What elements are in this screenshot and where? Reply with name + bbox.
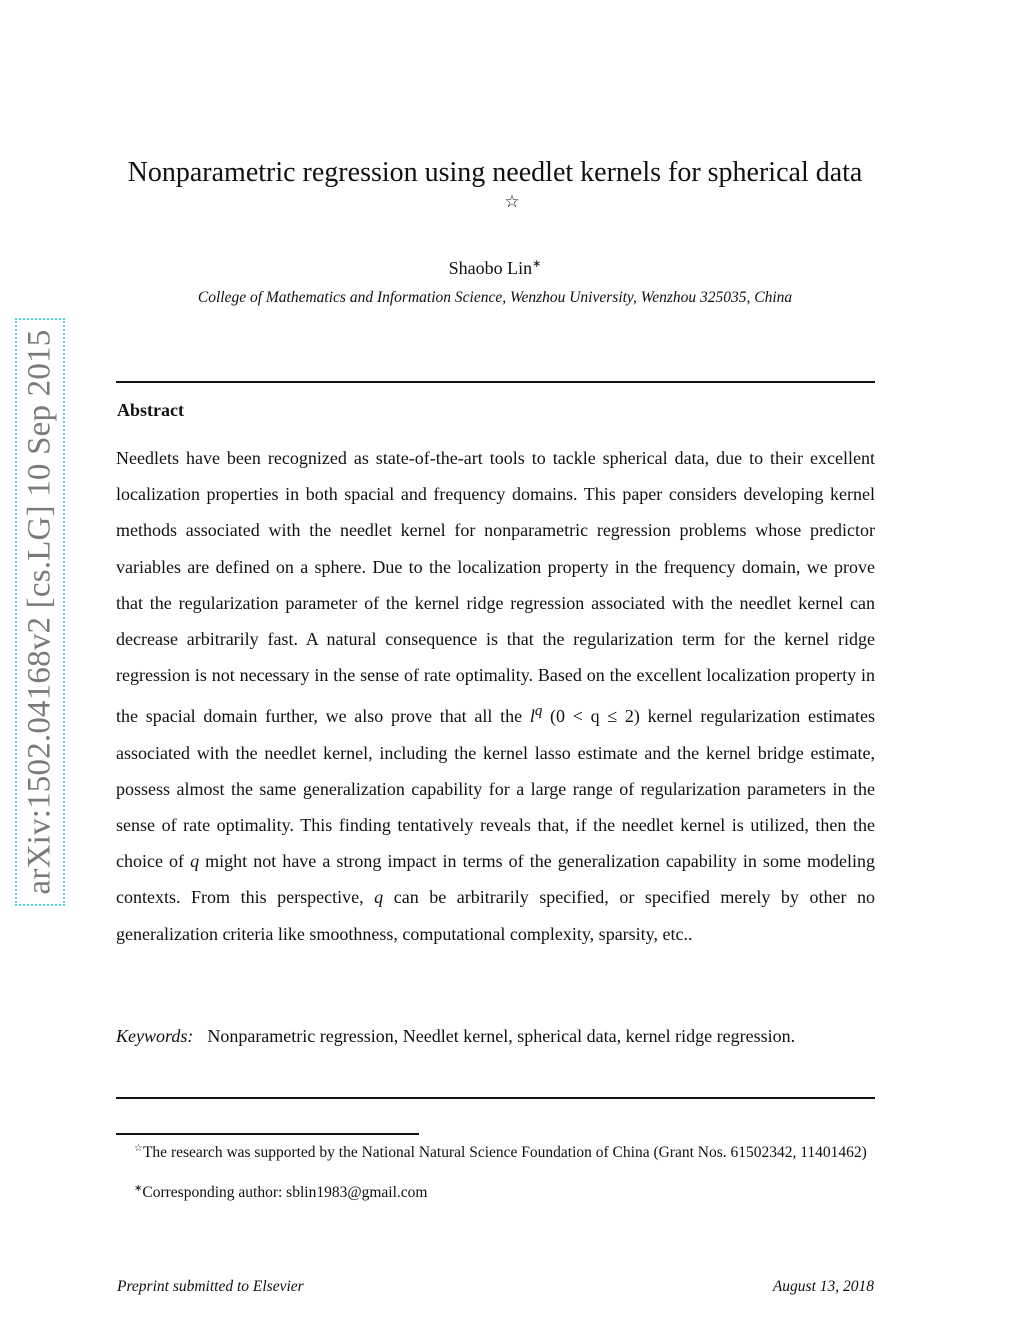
abstract-part-4: can be arbitrarily specified, or specified merely by other no generalization criteria like smoothness, computational complexity, sparsity, etc.. xyxy=(116,887,875,944)
footnote-rule xyxy=(116,1133,419,1135)
bottom-divider xyxy=(116,1097,875,1099)
abstract-part-2: kernel regularization estimates associated with the needlet kernel, including the kernel lasso estimate and the kernel bridge estimate, possess almost the same generalization capability for a large range of regularization parameters in the sense of rate optimality. This finding tentatively reveals that, if the needlet kernel is utilized, then the choice of xyxy=(116,706,875,872)
keywords xyxy=(116,1018,875,1054)
top-divider xyxy=(116,381,875,383)
abstract-body xyxy=(116,440,875,952)
affiliation: College of Mathematics and Information Science, Wenzhou University, Wenzhou 325035, China xyxy=(197,289,793,306)
author-name: Shaobo Lin xyxy=(448,258,533,278)
math-l: l xyxy=(529,706,535,727)
footnote-funding-text: The research was supported by the National Natural Science Foundation of China (Grant Nos. 61502342, 11401462) xyxy=(142,1144,867,1162)
footnote-asterisk: ∗ xyxy=(134,1183,143,1194)
math-q: q xyxy=(190,851,200,872)
abstract-heading: Abstract xyxy=(117,400,184,420)
footnote-star-icon: ☆ xyxy=(134,1143,143,1154)
paper-title: Nonparametric regression using needlet kernels for spherical data xyxy=(127,157,863,188)
footer-date: August 13, 2018 xyxy=(772,1278,874,1295)
abstract-part-3: might not have a strong impact in terms of the generalization capability in some modeling contexts. From this perspective, xyxy=(116,851,875,908)
author-line xyxy=(0,257,990,279)
footnote-corresponding-text: Corresponding author: sblin1983@gmail.com xyxy=(142,1184,428,1202)
keywords-text: Nonparametric regression, Needlet kernel, spherical data, kernel ridge regression. xyxy=(207,1026,796,1046)
footnote-corresponding xyxy=(116,1179,875,1203)
footnote-funding xyxy=(116,1139,875,1163)
math-q: q xyxy=(374,887,384,908)
arxiv-identifier: arXiv:1502.04168v2 [cs.LG] 10 Sep 2015 xyxy=(21,329,58,895)
title-star-icon: ☆ xyxy=(504,192,520,212)
math-q-range: (0 < q ≤ 2) xyxy=(542,706,648,727)
footer-preprint: Preprint submitted to Elsevier xyxy=(117,1278,304,1295)
author-mark: ∗ xyxy=(532,258,542,270)
arxiv-stamp xyxy=(15,318,65,906)
math-q-superscript: q xyxy=(534,703,543,720)
keywords-label: Keywords: xyxy=(116,1026,194,1046)
abstract-part-1: Needlets have been recognized as state-of-the-art tools to tackle spherical data, due to their excellent localization properties in both spacial and frequency domains. This paper considers developing kernel methods associated with the needlet kernel for nonparametric regression problems whose predictor variables are defined on a sphere. Due to the localization property in the frequency domain, we prove that the regularization parameter of the kernel ridge regression associated with the needlet kernel can decrease arbitrarily fast. A natural consequence is that the regularization term for the kernel ridge regression is not necessary in the sense of rate optimality. Based on the excellent localization property in the spacial domain further, we also prove that all the xyxy=(116,448,875,727)
